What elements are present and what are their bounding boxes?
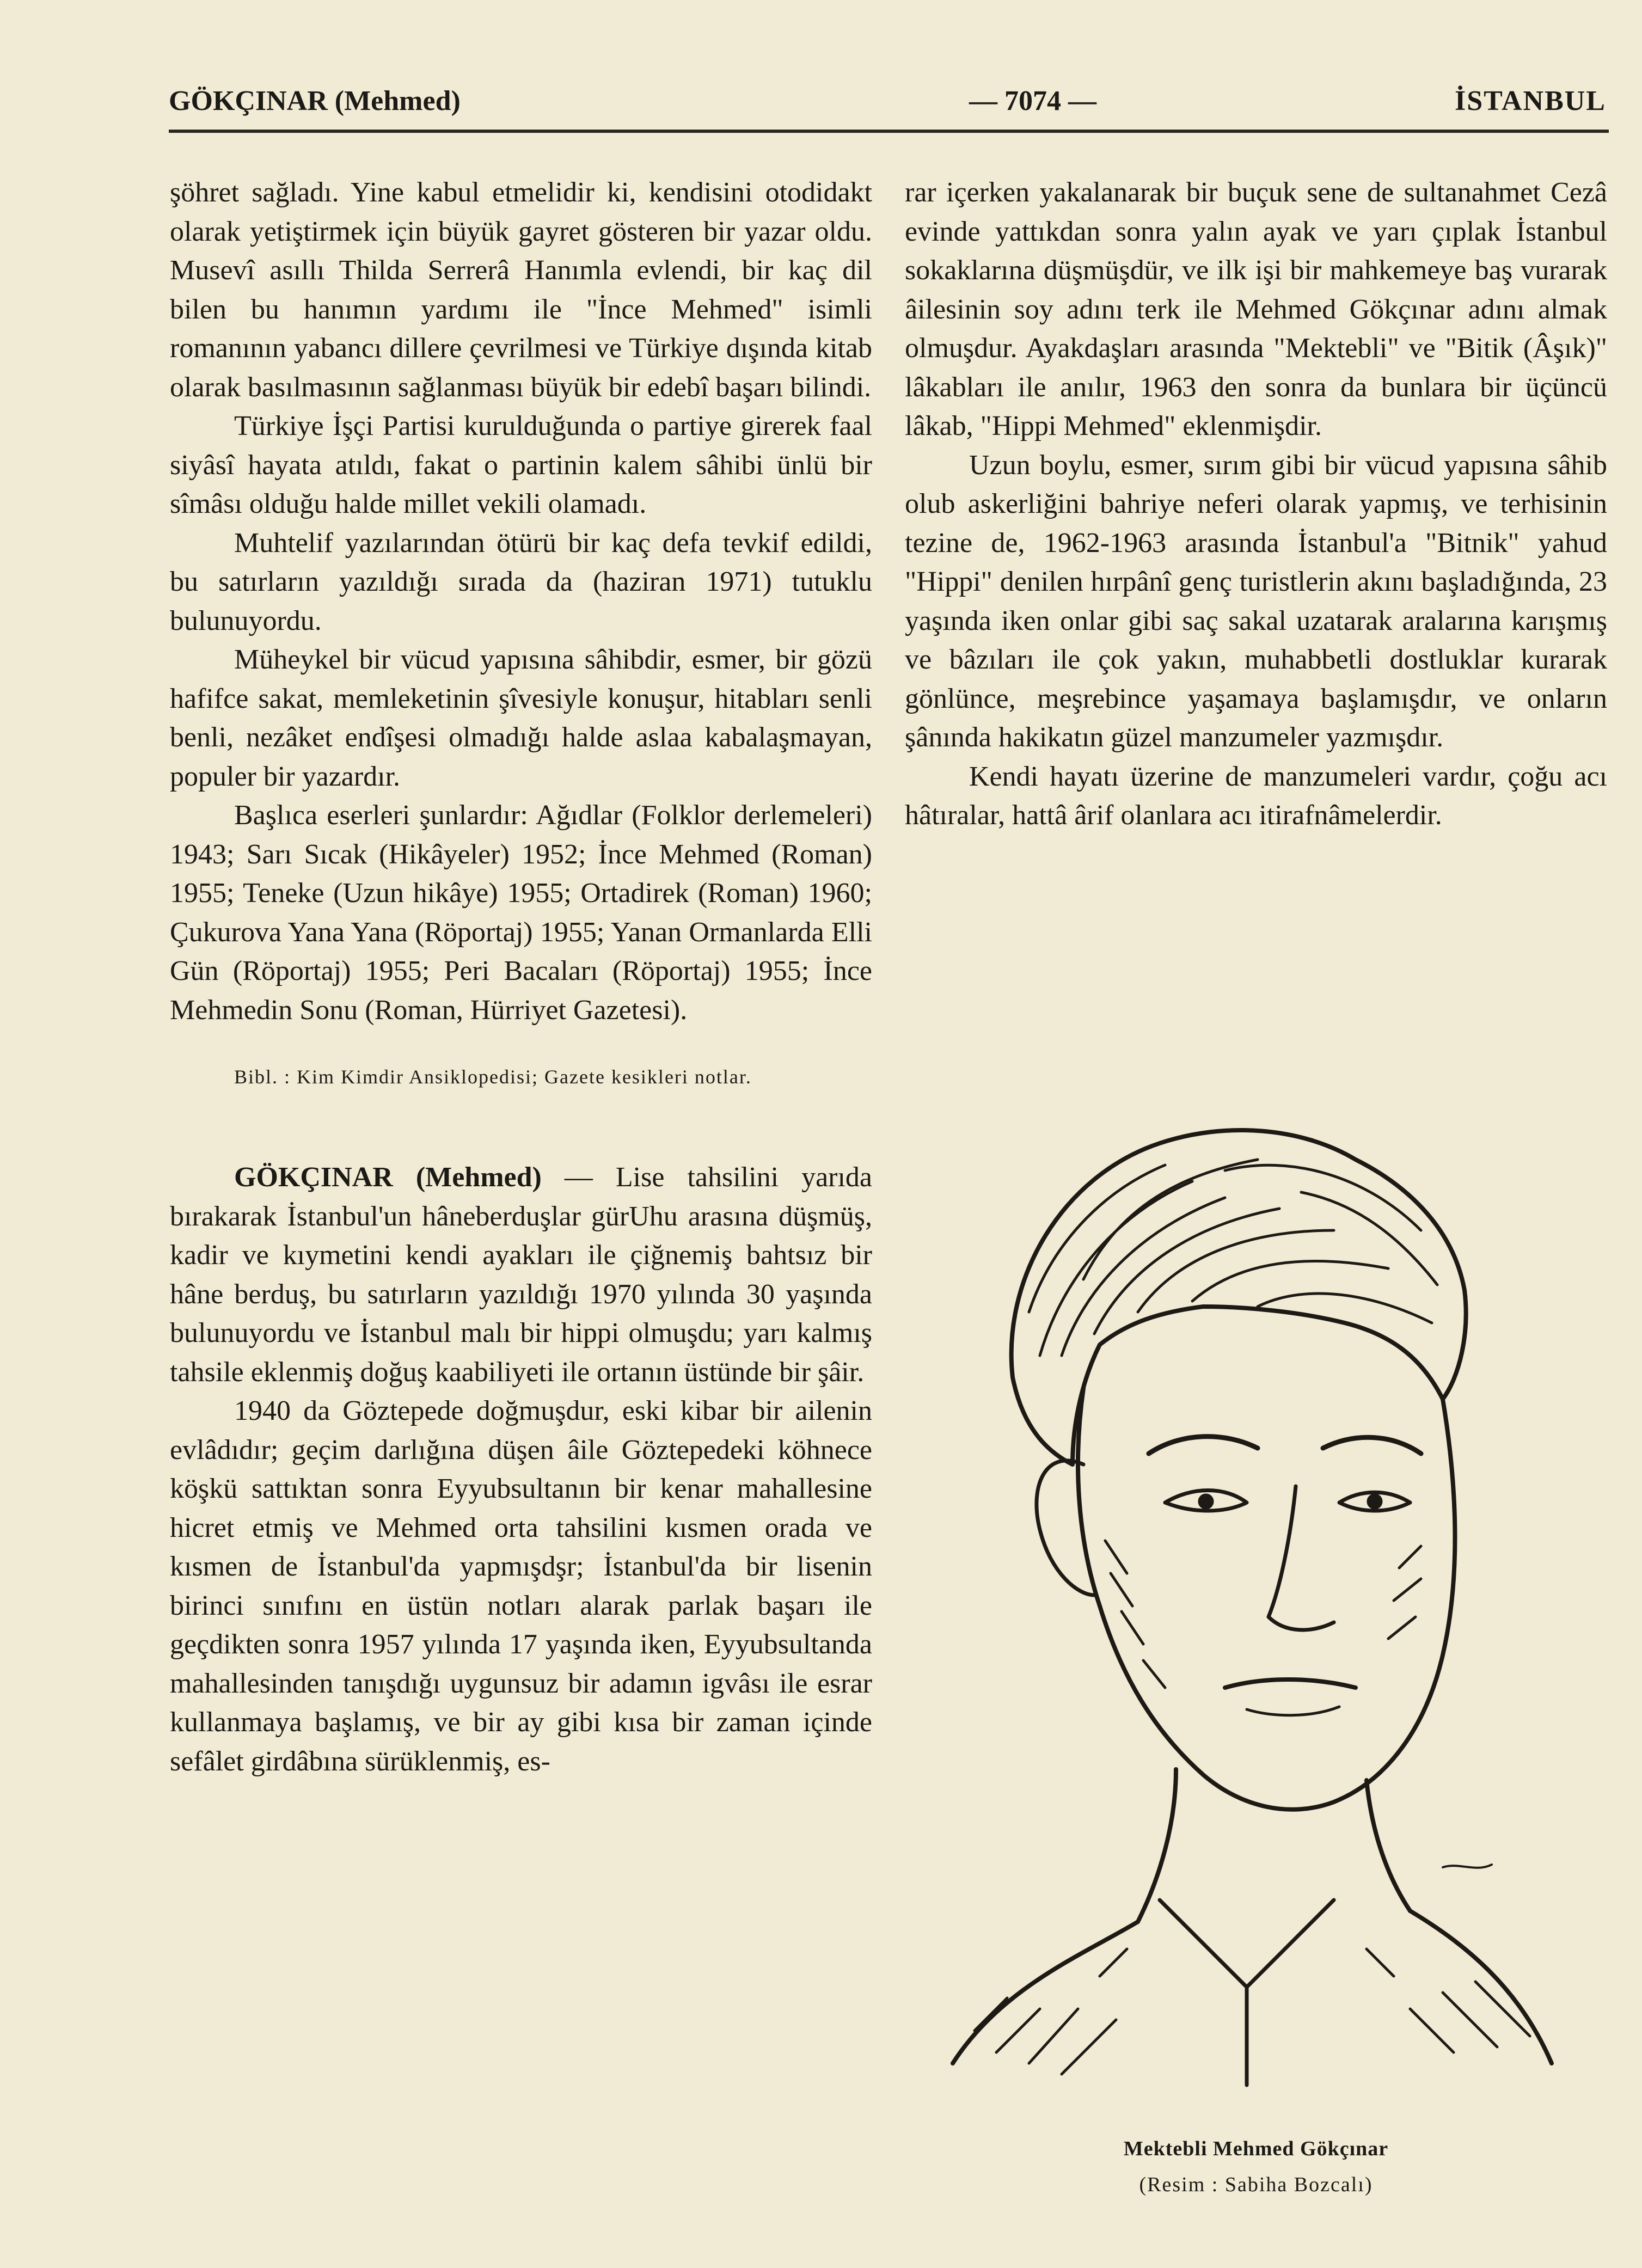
- neck: [1138, 1769, 1410, 1922]
- paragraph: 1940 da Göztepede doğmuşdur, eski kibar bir ailenin evlâdıdır; geçim darlığına düşen âile Göztepedeki köhnece köşkü sattıktan sonra Eyyubsultanın bir kenar mahallesine hicret etmiş ve Mehmed orta tahsilini kısmen orada ve kısmen de İstanbul'da yapmışdşr; İstanbul'da bir lisenin birinci sınıfını en üstün notları alarak parlak başarı ile geçdikten sonra 1957 yılında 17 yaşında iken, Eyyubsultanda mahallesinden tanışdığı uygunsuz bir adamın igvâsı ile esrar kullanmaya başlamış, ve bir ay gibi kısa bir zaman içinde sefâlet girdâbına sürüklenmiş, es-: [170, 1395, 872, 1777]
- right-eyebrow: [1323, 1437, 1421, 1454]
- shoulders: [953, 1911, 1552, 2063]
- portrait-caption: [905, 2137, 1607, 2197]
- paragraph: şöhret sağladı. Yine kabul etmelidir ki, kendisini otodidakt olarak yetiştirmek için büyük gayret gösteren bir yazar oldu. Musevî asıllı Thilda Serrerâ Hanımla evlendi, bir kaç dil bilen bu hanımın yardımı ile "İnce Mehmed" isimli romanının yabancı dillere çevrilmesi ve Türkiye dışında kitab olarak basılmasının sağlanması büyük bir edebî başarı bilindi.: [170, 177, 872, 403]
- header-entry-title: GÖKÇINAR (Mehmed): [169, 85, 461, 117]
- entry-paragraph: [170, 1158, 872, 1392]
- nose: [1269, 1486, 1334, 1630]
- caption-title: Mektebli Mehmed Gökçınar: [1123, 2137, 1389, 2160]
- paragraph: Kendi hayatı üzerine de manzumeleri vardır, çoğu acı hâtıralar, hattâ ârif olanlara acı itirafnâmelerdir.: [905, 761, 1607, 831]
- header-volume-title: İSTANBUL: [1454, 85, 1606, 117]
- left-eyebrow: [1149, 1437, 1258, 1454]
- hair-strands: [1029, 1160, 1437, 1356]
- page-header: [169, 82, 1606, 125]
- ear: [1037, 1461, 1094, 1595]
- paragraph: Uzun boylu, esmer, sırım gibi bir vücud yapısına sâhib olub askerliğini bahriye neferi olarak yapmış, ve terhisinin tezine de, 1962-1963 arasında İstanbul'a "Bitnik" yahud "Hippi" denilen hırpânî genç turistlerin akını başladığında, 23 yaşında iken onlar gibi saç sakal uzatarak aralarına karışmış ve bâzıları ile çok yakın, muhabbetli dostluklar kurarak gönlünce, meşrebince yaşamaya başlamışdır, ve onların şânında hakikatın güzel manzumeler yazmışdır.: [905, 449, 1607, 753]
- paragraph: Muhtelif yazılarından ötürü bir kaç defa tevkif edildi, bu satırların yazıldığı sırada da (haziran 1971) tutuklu bulunuyordu.: [170, 527, 872, 636]
- header-rule: [169, 130, 1609, 133]
- page-number: — 7074 —: [969, 85, 1096, 117]
- paragraph: Türkiye İşçi Partisi kurulduğunda o partiye girerek faal siyâsî hayata atıldı, fakat o partinin kalem sâhibi ünlü bir sîmâsı olduğu halde millet vekili olamadı.: [170, 410, 872, 519]
- bibliography: Bibl. : Kim Kimdir Ansiklopedisi; Gazete kesikleri notlar.: [234, 1066, 752, 1088]
- paragraph: Müheykel bir vücud yapısına sâhibdir, esmer, bir gözü hafifce sakat, memleketinin şîvesiyle konuşur, hitabları senli benli, nezâket endîşesi olmadığı halde aslaa kabalaşmayan, populer bir yazardır.: [170, 644, 872, 792]
- face-outline: [1078, 1388, 1455, 1810]
- entry-text: — Lise tahsilini yarıda bırakarak İstanbul'un hâneberduşlar gürUhu arasına düşmüş, kadir ve kıymetini kendi ayakları ile çiğnemiş bahtsız bir hâne berduş, bu satırların yazıldığı 1970 yılında 30 yaşında bulunuyordu ve İstanbul malı bir hippi olmuşdu; yarı kalmış tahsile eklenmiş doğuş kaabiliyeti ile ortanın üstünde bir şâir.: [170, 1162, 872, 1388]
- right-column: [905, 173, 1607, 835]
- left-column: [170, 173, 872, 1781]
- artist-signature: [1443, 1865, 1492, 1868]
- portrait-sketch: [920, 1051, 1563, 2107]
- mouth: [1225, 1679, 1356, 1688]
- paragraph: Başlıca eserleri şunlardır: Ağıdlar (Folklor derlemeleri) 1943; Sarı Sıcak (Hikâyeler) 1952; İnce Mehmed (Roman) 1955; Teneke (Uzun hikâye) 1955; Ortadirek (Roman) 1960; Çukurova Yana Yana (Röportaj) 1955; Yanan Ormanlarda Elli Gün (Röportaj) 1955; Peri Bacaları (Röportaj) 1955; İnce Mehmedin Sonu (Roman, Hürriyet Gazetesi).: [170, 800, 872, 1026]
- caption-credit: (Resim : Sabiha Bozcalı): [1139, 2173, 1373, 2196]
- shirt-collar: [1160, 1900, 1334, 2085]
- cheek-shading: [1105, 1541, 1421, 1688]
- paragraph: rar içerken yakalanarak bir buçuk sene de sultanahmet Cezâ evinde yattıkdan sonra yalın ayak ve yarı çıplak İstanbul sokaklarına düşmüşdür, ve ilk işi bir mahkemeye baş vurarak âilesinin soy adını terk ile Mehmed Gökçınar adını almak olmuşdur. Ayakdaşları arasında "Mektebli" ve "Bitik (Âşık)" lâkabları ile anılır, 1963 den sonra da bunlara bir üçüncü lâkab, "Hippi Mehmed" eklenmişdir.: [905, 177, 1607, 442]
- entry-title: GÖKÇINAR (Mehmed): [234, 1162, 542, 1193]
